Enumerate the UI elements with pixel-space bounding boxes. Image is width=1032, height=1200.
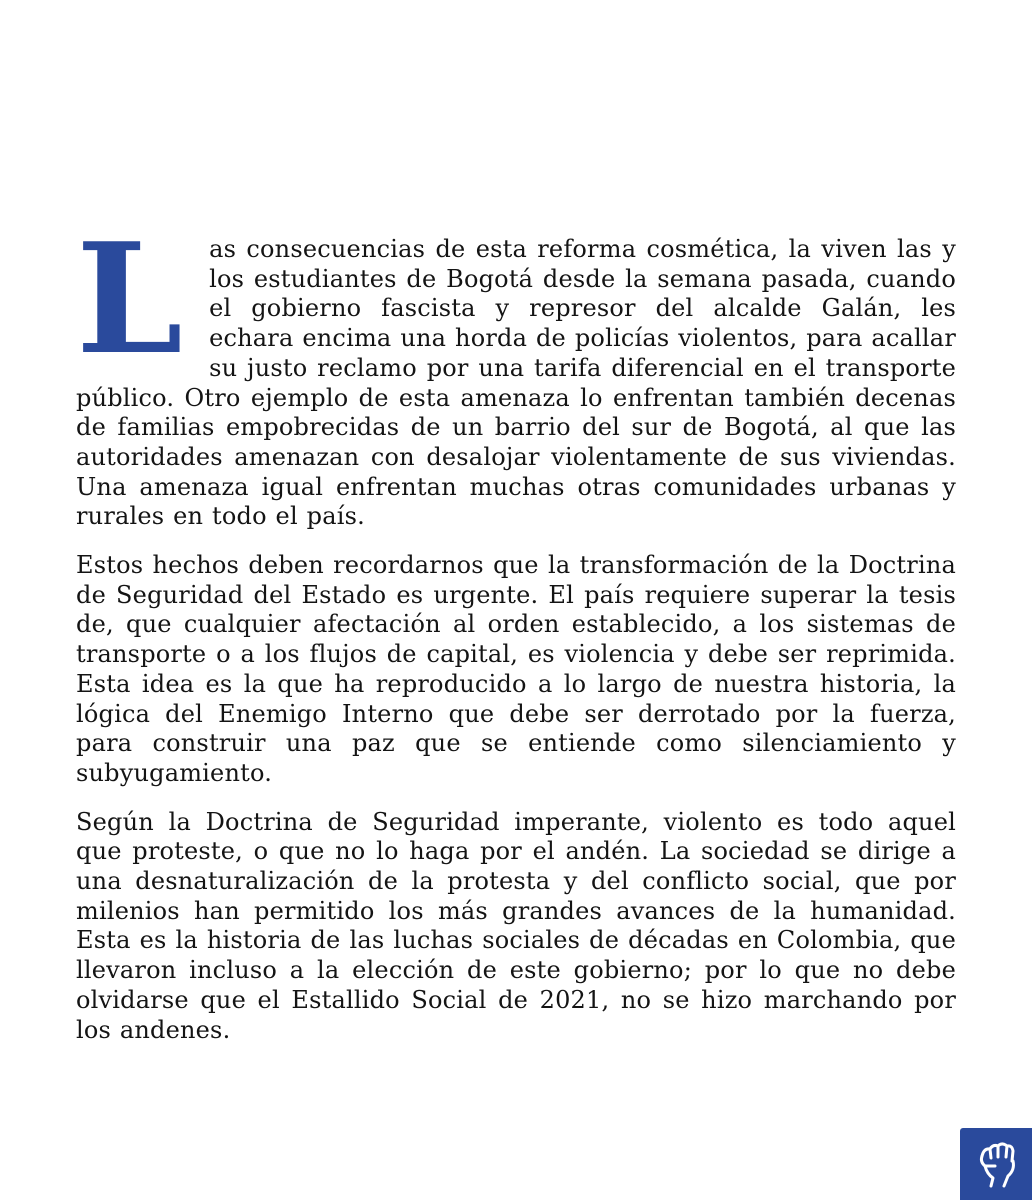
paragraph-2: Estos hechos deben recordarnos que la transformación de la Doctrina de Seguridad del Estado es urgente. El país requiere superar la tesis de, que cualquier afectación al orden establecido, a los sistemas de transporte o a los flujos de capital, es violencia y debe ser reprimida. Esta idea es la que ha reproducido a lo largo de nuestra historia, la lógica del Enemigo Interno que debe ser derrotado por la fuerza, para construir una paz que se entiende como silenciamiento y subyugamiento. [76,551,956,787]
drop-cap: L [76,209,184,388]
raised-fist-icon [968,1136,1024,1192]
logo-badge [960,1128,1032,1200]
paragraph-1-text: as consecuencias de esta reforma cosmética, la viven las y los estudiantes de Bogotá desde la semana pasada, cuando el gobierno fascista y represor del alcalde Galán, les echara encima una horda de policías violentos, para acallar su justo reclamo por una tarifa diferencial en el transporte público. Otro ejemplo de esta amenaza lo enfrentan también decenas de familias empobrecidas de un barrio del sur de Bogotá, al que las autoridades amenazan con desalojar violentamente de sus viviendas. Una amenaza igual enfrentan muchas otras comunidades urbanas y rurales en todo el país. [76,235,956,531]
article-body [76,209,956,1064]
paragraph-3: Según la Doctrina de Seguridad imperante, violento es todo aquel que proteste, o que no lo haga por el andén. La sociedad se dirige a una desnaturalización de la protesta y del conflicto social, que por milenios han permitido los más grandes avances de la humanidad. Esta es la historia de las luchas sociales de décadas en Colombia, que llevaron incluso a la elección de este gobierno; por lo que no debe olvidarse que el Estallido Social de 2021, no se hizo marchando por los andenes. [76,807,956,1044]
paragraph-1 [76,209,956,532]
